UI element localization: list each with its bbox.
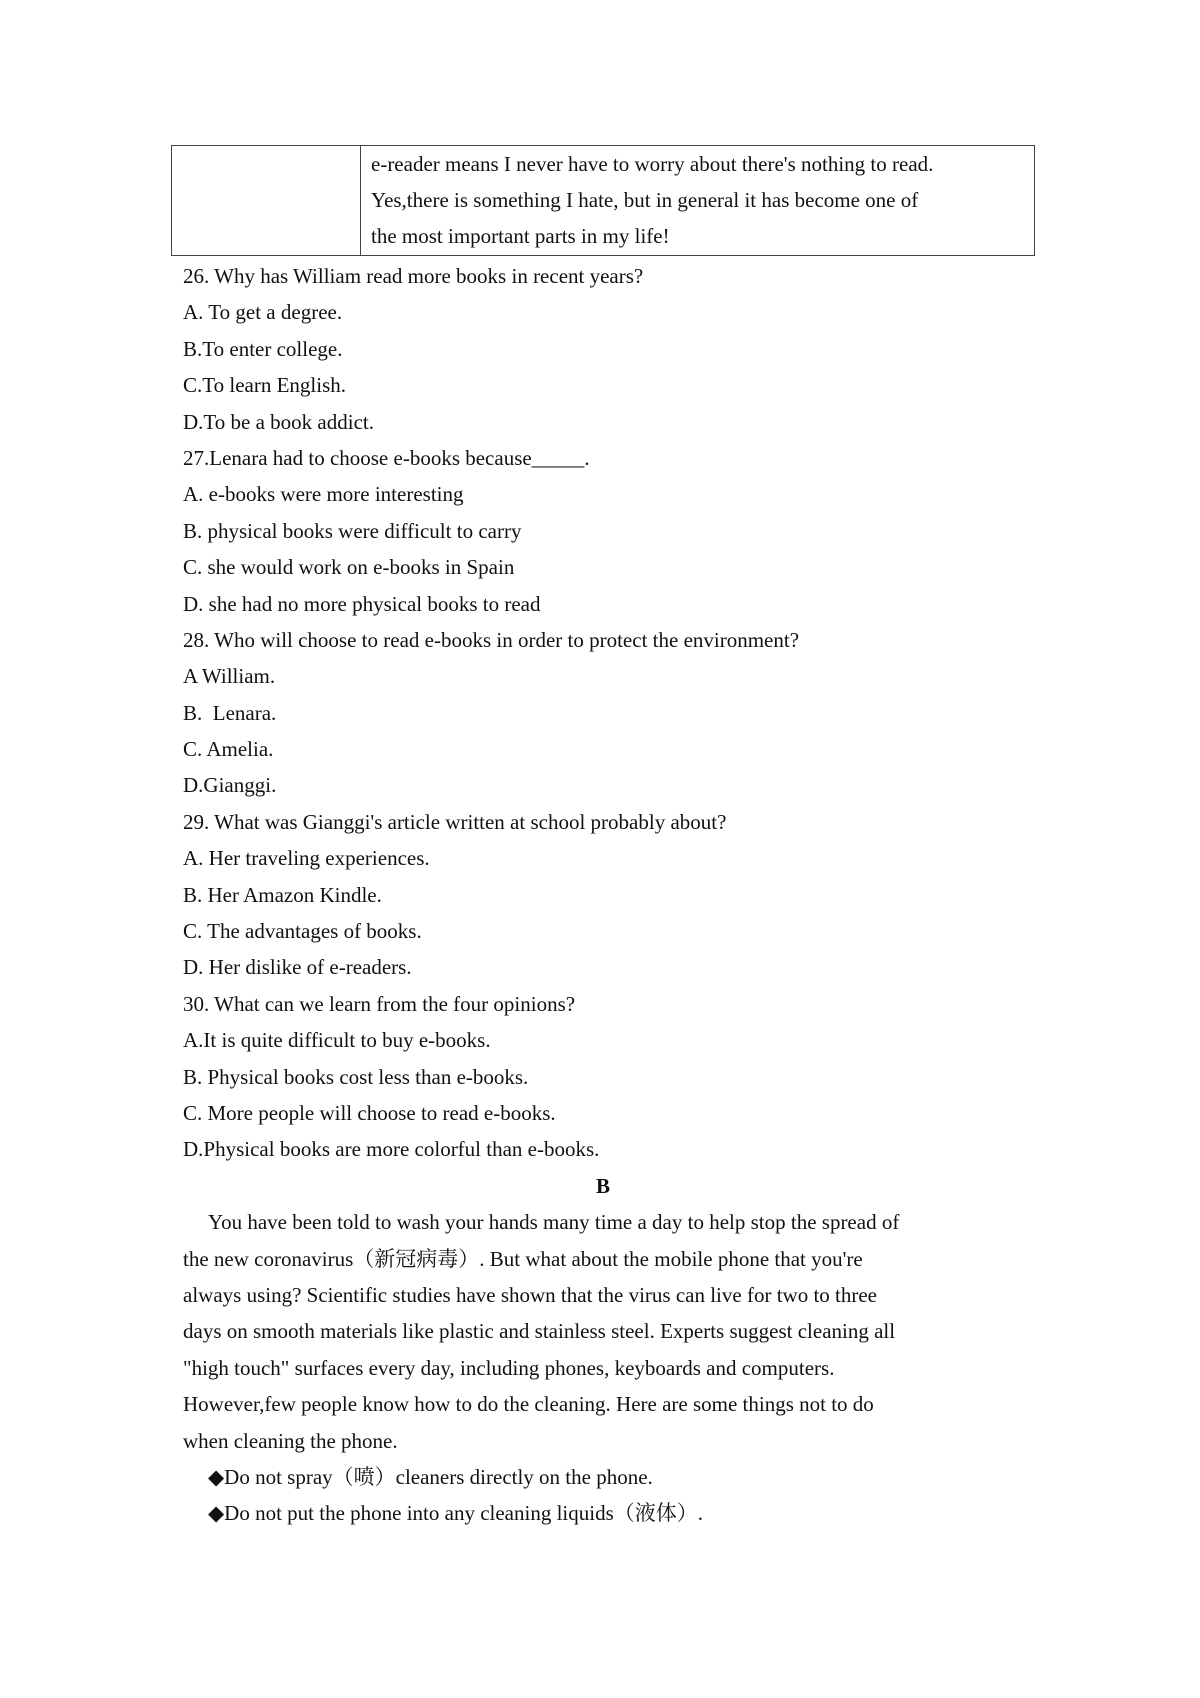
paragraph-line: However,few people know how to do the cleaning. Here are some things not to do <box>183 1392 874 1417</box>
paragraph-line: when cleaning the phone. <box>183 1428 398 1453</box>
paragraph-line: "high touch" surfaces every day, including phones, keyboards and computers. <box>183 1355 835 1380</box>
answer-option: D. she had no more physical books to read <box>183 591 541 616</box>
table-right-cell <box>361 146 1034 255</box>
answer-option: B. Physical books cost less than e-books. <box>183 1064 529 1089</box>
answer-option: B. physical books were difficult to carry <box>183 518 522 543</box>
table-left-cell <box>172 146 361 255</box>
answer-option: C. More people will choose to read e-books. <box>183 1100 556 1125</box>
paragraph-line: days on smooth materials like plastic and stainless steel. Experts suggest cleaning all <box>183 1319 896 1344</box>
answer-option: D.To be a book addict. <box>183 409 374 434</box>
answer-option: B. Lenara. <box>183 700 277 725</box>
question-27 <box>183 440 1023 622</box>
answer-option: C.To learn English. <box>183 373 347 398</box>
table-text-line: the most important parts in my life! <box>371 224 670 248</box>
section-b-paragraph <box>183 1204 1023 1459</box>
question-29 <box>183 804 1023 986</box>
answer-option: D.Gianggi. <box>183 773 277 798</box>
paragraph-line: always using? Scientific studies have shown that the virus can live for two to three <box>183 1282 877 1307</box>
table-text-line: e-reader means I never have to worry about there's nothing to read. <box>371 152 934 176</box>
answer-option: A.It is quite difficult to buy e-books. <box>183 1028 491 1053</box>
paragraph-line: the new coronavirus（新冠病毒）. But what about the mobile phone that you're <box>183 1246 863 1271</box>
section-b-heading: B <box>595 1173 610 1198</box>
bullet-item: ◆Do not put the phone into any cleaning liquids（液体）. <box>208 1501 704 1526</box>
question-26 <box>183 258 1023 440</box>
opinion-table-fragment <box>171 145 1035 256</box>
table-text-line: Yes,there is something I hate, but in general it has become one of <box>371 188 919 212</box>
question-stem: 27.Lenara had to choose e-books because_____. <box>183 445 590 470</box>
answer-option: A. To get a degree. <box>183 300 343 325</box>
answer-option: A. Her traveling experiences. <box>183 846 430 871</box>
question-stem: 26. Why has William read more books in recent years? <box>183 264 644 288</box>
question-stem: 29. What was Gianggi's article written at school probably about? <box>183 809 727 834</box>
question-28 <box>183 622 1023 804</box>
answer-option: C. The advantages of books. <box>183 919 422 944</box>
answer-option: A William. <box>183 664 276 689</box>
document-body <box>183 258 1023 1532</box>
paragraph-line: You have been told to wash your hands many time a day to help stop the spread of <box>208 1210 900 1235</box>
question-stem: 28. Who will choose to read e-books in order to protect the environment? <box>183 627 800 652</box>
question-30 <box>183 986 1023 1168</box>
answer-option: B. Her Amazon Kindle. <box>183 882 382 907</box>
section-b-bullets <box>183 1459 1023 1532</box>
answer-option: A. e-books were more interesting <box>183 482 464 507</box>
answer-option: D.Physical books are more colorful than e-books. <box>183 1137 600 1162</box>
bullet-item: ◆Do not spray（喷）cleaners directly on the phone. <box>208 1464 653 1489</box>
answer-option: D. Her dislike of e-readers. <box>183 955 412 980</box>
question-stem: 30. What can we learn from the four opinions? <box>183 991 576 1016</box>
answer-option: B.To enter college. <box>183 336 343 361</box>
answer-option: C. Amelia. <box>183 737 274 762</box>
answer-option: C. she would work on e-books in Spain <box>183 555 515 580</box>
